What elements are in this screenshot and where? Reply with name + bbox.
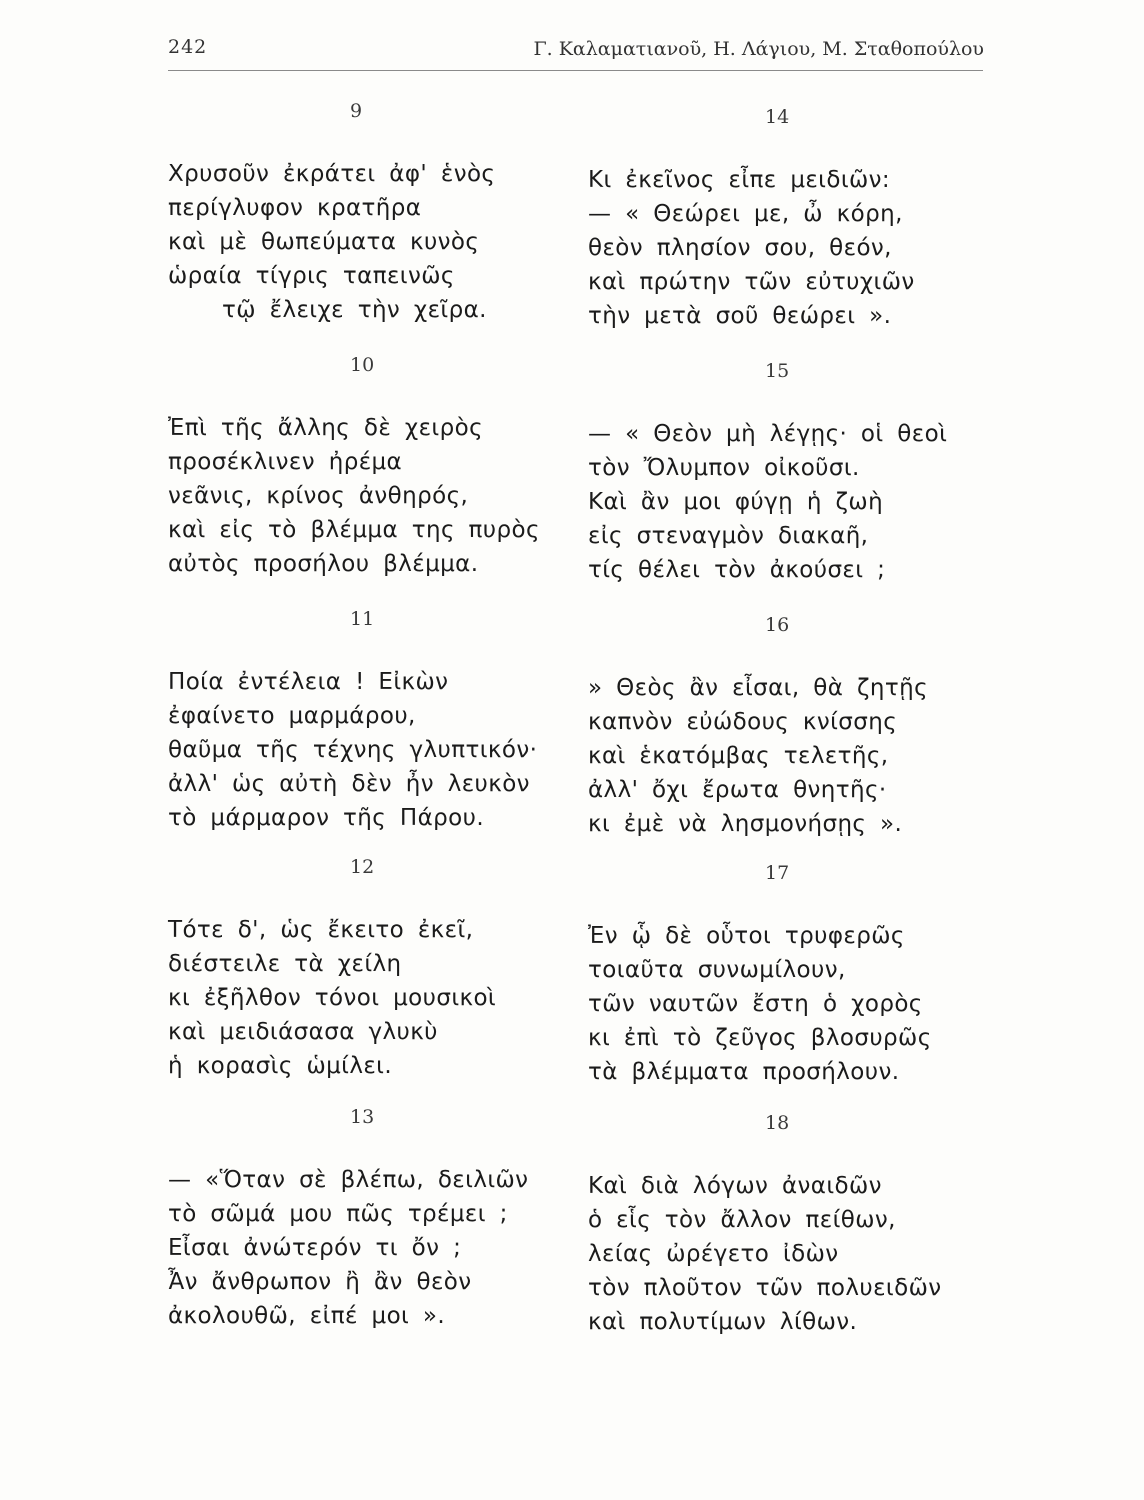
header-rule — [168, 70, 983, 71]
verse-line: προσέκλινεν ἠρέμα — [168, 449, 403, 475]
verse-line: — « Θεὸν μὴ λέγῃς· οἱ θεοὶ — [588, 421, 948, 447]
verse-line: καὶ πρώτην τῶν εὐτυχιῶν — [588, 269, 915, 295]
stanza-number: 10 — [350, 354, 375, 376]
verse-line: Ποία ἐντέλεια ! Εἰκὼν — [168, 669, 449, 695]
verse-line: καὶ πολυτίμων λίθων. — [588, 1309, 858, 1335]
verse-line: κι ἐξῆλθον τόνοι μουσικοὶ — [168, 985, 497, 1011]
verse-line: Κι ἐκεῖνος εἶπε μειδιῶν: — [588, 167, 891, 193]
verse-line: θαῦμα τῆς τέχνης γλυπτικόν· — [168, 737, 538, 763]
verse-line: ἡ κορασὶς ὡμίλει. — [168, 1053, 393, 1079]
verse-line: λείας ὠρέγετο ἰδὼν — [588, 1241, 839, 1267]
verse-line: Εἶσαι ἀνώτερόν τι ὄν ; — [168, 1235, 462, 1261]
verse-line: τίς θέλει τὸν ἀκούσει ; — [588, 557, 886, 583]
stanza-lines — [168, 1163, 528, 1333]
verse-line: θεὸν πλησίον σου, θεόν, — [588, 235, 892, 261]
verse-line: περίγλυφον κρατῆρα — [168, 195, 422, 221]
stanza-lines — [588, 1169, 942, 1339]
stanza-lines — [588, 919, 932, 1089]
stanza-number: 17 — [765, 862, 790, 884]
stanza-lines — [168, 913, 496, 1083]
stanza-lines — [168, 157, 495, 327]
stanza-number: 9 — [350, 100, 363, 122]
verse-line: — « Θεώρει με, ὦ κόρη, — [588, 201, 903, 227]
verse-line: νεᾶνις, κρίνος ἀνθηρός, — [168, 483, 469, 509]
verse-line: καὶ ἑκατόμβας τελετῆς, — [588, 743, 889, 769]
stanza-lines — [588, 163, 915, 333]
stanza-number: 15 — [765, 360, 790, 382]
verse-line: τοιαῦτα συνωμίλουν, — [588, 957, 846, 983]
verse-line: κι ἐπὶ τὸ ζεῦγος βλοσυρῶς — [588, 1025, 932, 1051]
stanza-lines — [168, 411, 540, 581]
stanza-lines — [168, 665, 537, 835]
stanza-lines — [588, 417, 947, 587]
verse-line: καπνὸν εὐώδους κνίσσης — [588, 709, 898, 735]
verse-line: τὸ μάρμαρον τῆς Πάρου. — [168, 805, 485, 831]
verse-line: αὐτὸς προσήλου βλέμμα. — [168, 551, 479, 577]
verse-line: διέστειλε τὰ χείλη — [168, 951, 402, 977]
verse-line: τὸν Ὄλυμπον οἰκοῦσι. — [588, 455, 860, 481]
stanza-number: 13 — [350, 1106, 375, 1128]
verse-line: ἀλλ' ὡς αὐτὴ δὲν ἦν λευκὸν — [168, 771, 530, 797]
stanza-number: 18 — [765, 1112, 790, 1134]
verse-line: ὡραία τίγρις ταπεινῶς — [168, 263, 455, 289]
verse-line: καὶ εἰς τὸ βλέμμα της πυρὸς — [168, 517, 540, 543]
page-number: 242 — [168, 36, 208, 58]
verse-line: » Θεὸς ἂν εἶσαι, θὰ ζητῇς — [588, 675, 929, 701]
stanza-number: 11 — [350, 608, 375, 630]
verse-line: Ἆν ἄνθρωπον ἢ ἂν θεὸν — [168, 1269, 472, 1295]
verse-line: ἀκολουθῶ, εἰπέ μοι ». — [168, 1303, 446, 1329]
verse-line: κι ἐμὲ νὰ λησμονήσῃς ». — [588, 811, 903, 837]
stanza-number: 12 — [350, 856, 375, 878]
verse-line: καὶ μειδιάσασα γλυκὺ — [168, 1019, 438, 1045]
verse-line: τῶν ναυτῶν ἔστη ὁ χορὸς — [588, 991, 923, 1017]
verse-line: ἀλλ' ὄχι ἔρωτα θνητῆς· — [588, 777, 887, 803]
verse-line: Τότε δ', ὡς ἔκειτο ἐκεῖ, — [168, 917, 474, 943]
stanza-lines — [588, 671, 928, 841]
verse-line: καὶ μὲ θωπεύματα κυνὸς — [168, 229, 480, 255]
verse-line: Καὶ διὰ λόγων ἀναιδῶν — [588, 1173, 882, 1199]
verse-line: ἐφαίνετο μαρμάρου, — [168, 703, 416, 729]
verse-line: εἰς στεναγμὸν διακαῆ, — [588, 523, 869, 549]
verse-line: Ἐπὶ τῆς ἄλλης δὲ χειρὸς — [168, 415, 483, 441]
verse-line: Χρυσοῦν ἐκράτει ἀφ' ἑνὸς — [168, 161, 496, 187]
stanza-number: 14 — [765, 106, 790, 128]
verse-line: Ἐν ᾧ δὲ οὗτοι τρυφερῶς — [588, 923, 905, 949]
verse-line: τὸ σῶμά μου πῶς τρέμει ; — [168, 1201, 508, 1227]
verse-line: τὴν μετὰ σοῦ θεώρει ». — [588, 303, 892, 329]
verse-line: Καὶ ἂν μοι φύγῃ ἡ ζωὴ — [588, 489, 884, 515]
verse-line: — «Ὅταν σὲ βλέπω, δειλιῶν — [168, 1167, 529, 1193]
stanza-number: 16 — [765, 614, 790, 636]
verse-line: ὁ εἷς τὸν ἄλλον πείθων, — [588, 1207, 896, 1233]
running-head: Γ. Καλαματιανοῦ, Η. Λάγιου, Μ. Σταθοπούλου — [533, 38, 984, 60]
verse-line: τὸν πλοῦτον τῶν πολυειδῶν — [588, 1275, 942, 1301]
verse-line: τὰ βλέμματα προσήλουν. — [588, 1059, 900, 1085]
verse-line: τῷ ἔλειχε τὴν χεῖρα. — [222, 297, 487, 323]
